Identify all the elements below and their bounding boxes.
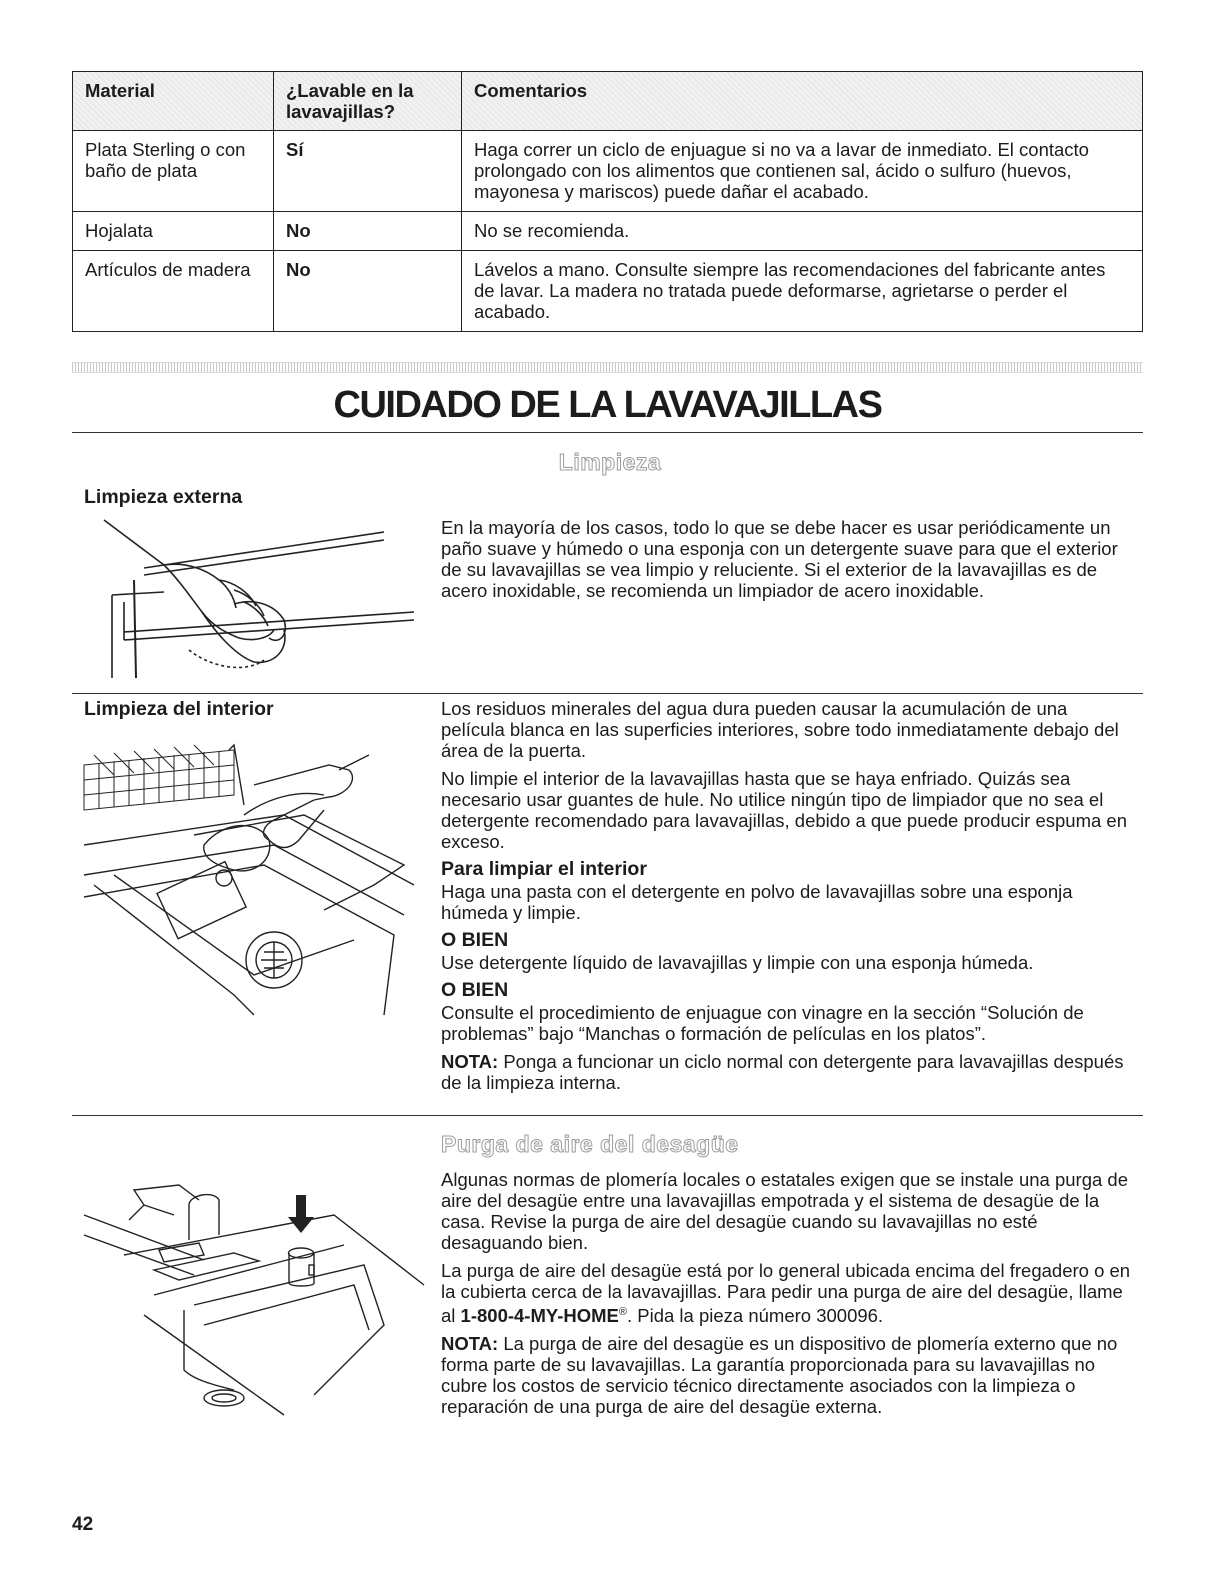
exterior-cleaning-text	[441, 517, 1131, 608]
cell-washable: No	[274, 212, 462, 251]
header-material: Material	[73, 72, 274, 131]
drain-text-part: La purga de aire del desagüe está por lo general ubicada encima del fregadero o en la cubierta cerca de la lavavajillas. Para pedir una purga de aire del desagüe, llame al	[441, 1260, 1131, 1327]
title-rule	[72, 432, 1143, 433]
interior-paragraph: Consulte el procedimiento de enjuague con vinagre en la sección “Solución de problemas” bajo “Manchas o formación de películas en los platos”.	[441, 1002, 1084, 1044]
cell-comment: Lávelos a mano. Consulte siempre las recomendaciones del fabricante antes de lavar. La madera no tratada puede deformarse, agrietarse o perder el acabado.	[462, 251, 1143, 332]
table-header-row	[73, 72, 1143, 131]
table-row	[73, 212, 1143, 251]
section-rule	[72, 693, 1143, 694]
note-text: Ponga a funcionar un ciclo normal con detergente para lavavajillas después de la limpieza interna.	[441, 1051, 1124, 1093]
section-rule	[72, 1115, 1143, 1116]
phone-number: 1-800-4-MY-HOME	[460, 1305, 619, 1327]
or-label: O BIEN	[441, 979, 509, 1001]
interior-paragraph: Los residuos minerales del agua dura pueden causar la acumulación de una película blanca en las superficies interiores, sobre todo inmediatamente debajo del área de la puerta.	[441, 698, 1119, 761]
drain-note	[441, 1333, 1136, 1417]
exterior-cleaning-title: Limpieza externa	[84, 486, 243, 508]
note-label: NOTA:	[441, 1051, 499, 1072]
cell-washable: Sí	[274, 131, 462, 212]
exterior-cleaning-paragraph: En la mayoría de los casos, todo lo que se debe hacer es usar periódicamente un paño suave y húmedo o una esponja con un detergente suave para que el exterior de su lavavajillas se vea limpio y reluciente. Si el exterior de la lavavajillas es de acero inoxidable, se recomienda un limpiador de acero inoxidable.	[441, 517, 1118, 601]
interior-paragraph: Haga una pasta con el detergente en polvo de lavavajillas sobre una esponja húmeda y limpie.	[441, 881, 1073, 923]
note-label: NOTA:	[441, 1333, 499, 1355]
interior-paragraph: Use detergente líquido de lavavajillas y limpie con una esponja húmeda.	[441, 952, 1034, 973]
section-divider-band	[72, 362, 1143, 373]
materials-table	[72, 71, 1143, 332]
drain-air-gap-illustration	[84, 1165, 424, 1425]
registered-mark: ®	[618, 1306, 627, 1318]
interior-paragraph: No limpie el interior de la lavavajillas hasta que se haya enfriado. Quizás sea necesario usar guantes de hule. No utilice ningún tipo de limpiador que no sea el detergente recomendado para lavavajillas, debido a que puede producir espuma en exceso.	[441, 768, 1127, 852]
interior-cleaning-illustration	[84, 725, 424, 1025]
drain-paragraph: Algunas normas de plomería locales o estatales exigen que se instale una purga de aire del desagüe entre una lavavajillas empotrada y el sistema de desagüe de la casa. Revise la purga de aire del desagüe cuando su lavavajillas no esté desaguando bien.	[441, 1169, 1128, 1253]
interior-cleaning-title: Limpieza del interior	[84, 698, 274, 720]
cell-material: Artículos de madera	[73, 251, 274, 332]
header-washable: ¿Lavable en la lavavajillas?	[274, 72, 462, 131]
table-row	[73, 131, 1143, 212]
cell-material: Plata Sterling o con baño de plata	[73, 131, 274, 212]
drain-paragraph	[441, 1260, 1136, 1326]
drain-text	[441, 1169, 1136, 1424]
section-heading-drain: Purga de aire del desagüe	[441, 1131, 739, 1157]
page-number: 42	[72, 1514, 94, 1535]
cell-comment: No se recomienda.	[462, 212, 1143, 251]
table-row	[73, 251, 1143, 332]
interior-cleaning-text	[441, 698, 1136, 1100]
page-title: CUIDADO DE LA LAVAVAJILLAS	[333, 384, 882, 426]
drain-text-part: . Pida la pieza número 300096.	[626, 1305, 884, 1327]
or-label: O BIEN	[441, 929, 509, 951]
cell-washable: No	[274, 251, 462, 332]
note-text: La purga de aire del desagüe es un dispositivo de plomería externo que no forma parte de su lavavajillas. La garantía proporcionada para su lavavajillas no cubre los costos de servicio técnico directamente asociados con la limpieza o reparación de una purga de aire del desagüe externa.	[441, 1333, 1118, 1418]
section-heading-cleaning: Limpieza	[558, 449, 662, 475]
header-comments: Comentarios	[462, 72, 1143, 131]
interior-subheading: Para limpiar el interior	[441, 858, 647, 880]
interior-note	[441, 1051, 1136, 1093]
cell-comment: Haga correr un ciclo de enjuague si no va a lavar de inmediato. El contacto prolongado con los alimentos que contienen sal, ácido o sulfuro (huevos, mayonesa y mariscos) puede dañar el acabado.	[462, 131, 1143, 212]
cell-material: Hojalata	[73, 212, 274, 251]
exterior-wipe-illustration	[84, 520, 424, 680]
